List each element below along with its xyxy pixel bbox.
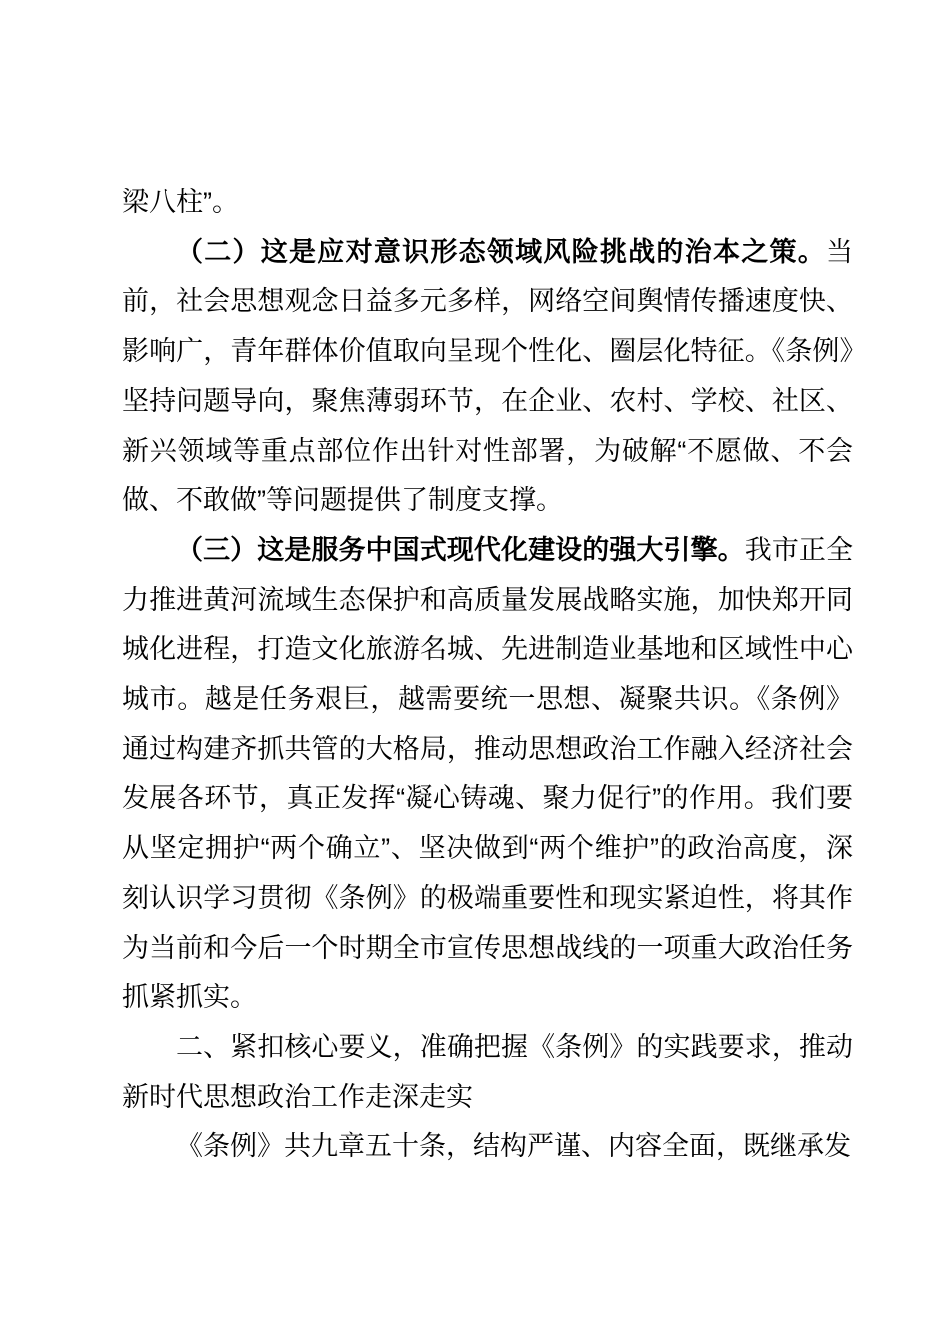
section-heading-run: （三）这是服务中国式现代化建设的强大引擎。 [176,534,745,565]
paragraph [122,1122,853,1172]
paragraph [122,178,853,228]
body-text-run: 二、紧扣核心要义，准确把握《条例》的实践要求，推动新时代思想政治工作走深走实 [122,1031,853,1112]
paragraph [122,526,853,1023]
paragraph [122,1023,853,1122]
body-text-run: 梁八柱”。 [122,187,239,217]
document-content [122,178,853,1172]
section-heading-run: （二）这是应对意识形态领域风险挑战的治本之策。 [176,236,826,267]
body-text-run: 《条例》共九章五十条，结构严谨、内容全面，既继承发 [176,1131,851,1162]
body-text-run: 当前，社会思想观念日益多元多样，网络空间舆情传播速度快、影响广，青年群体价值取向呈现个性化、圈层化特征。《条例》坚持问题导向，聚焦薄弱环节，在企业、农村、学校、社区、新兴领域等重点部位作出针对性部署，为破解“不愿做、不会做、不敢做”等问题提供了制度支撑。 [122,236,853,516]
body-text-run: 我市正全力推进黄河流域生态保护和高质量发展战略实施，加快郑开同城化进程，打造文化旅游名城、先进制造业基地和区域性中心城市。越是任务艰巨，越需要统一思想、凝聚共识。《条例》通过构建齐抓共管的大格局，推动思想政治工作融入经济社会发展各环节，真正发挥“凝心铸魂、聚力促行”的作用。我们要从坚定拥护“两个确立”、坚决做到“两个维护”的政治高度，深刻认识学习贯彻《条例》的极端重要性和现实紧迫性，将其作为当前和今后一个时期全市宣传思想战线的一项重大政治任务抓紧抓实。 [122,534,853,1013]
paragraph [122,228,853,526]
